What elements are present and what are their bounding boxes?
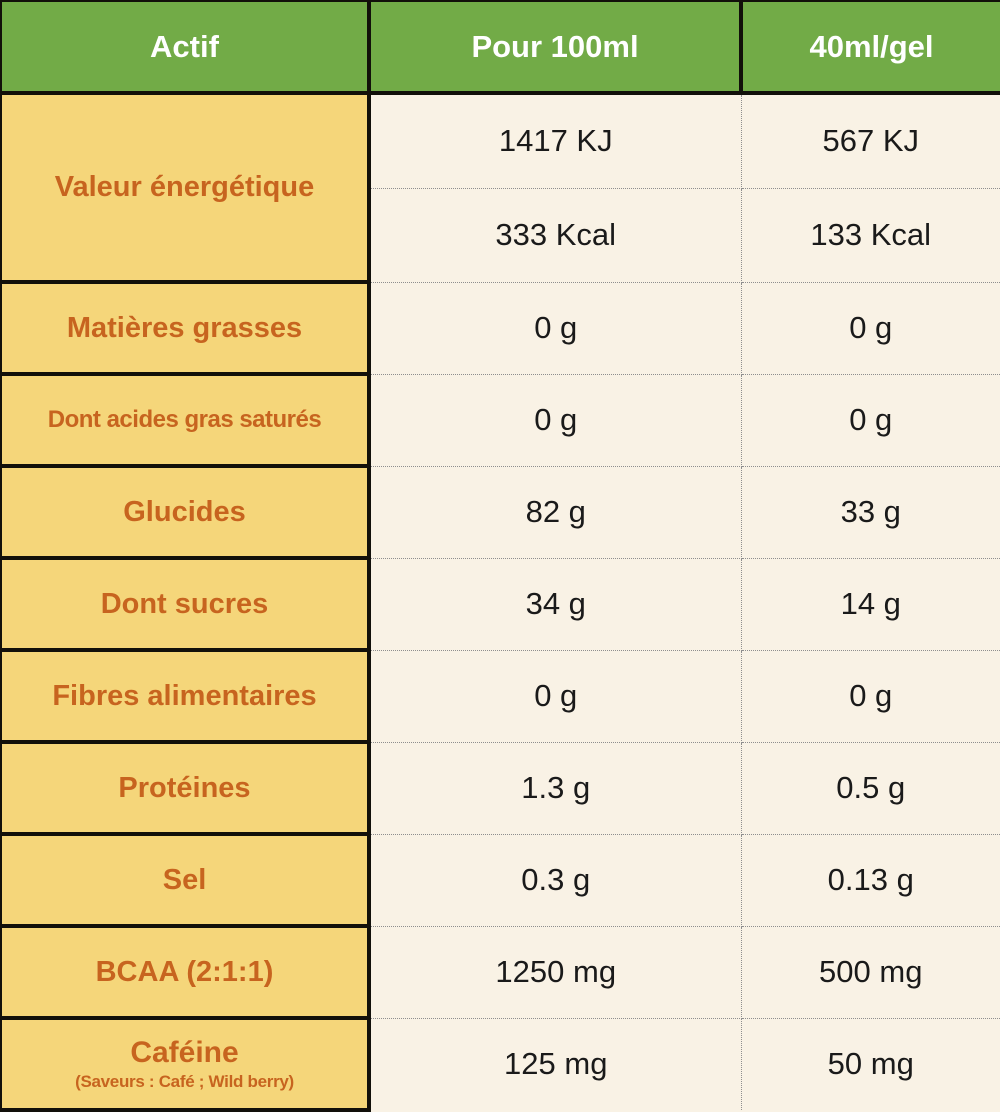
row-label-valeur-energetique: Valeur énergétique [1,93,369,282]
value-dont-sucres-gel: 14 g [741,558,1000,650]
row-fibres [1,650,1000,742]
value-cafeine-100ml: 125 mg [369,1018,741,1110]
value-acides-gras-100ml: 0 g [369,374,741,466]
header-row [1,1,1000,93]
header-40ml-gel: 40ml/gel [741,1,1000,93]
row-label-glucides: Glucides [1,466,369,558]
value-energie-kcal-gel: 133 Kcal [741,188,1000,282]
row-label-bcaa: BCAA (2:1:1) [1,926,369,1018]
row-sel [1,834,1000,926]
cafeine-title: Caféine [130,1036,239,1069]
value-proteines-100ml: 1.3 g [369,742,741,834]
value-sel-100ml: 0.3 g [369,834,741,926]
value-matieres-grasses-100ml: 0 g [369,282,741,374]
row-label-proteines: Protéines [1,742,369,834]
row-dont-sucres [1,558,1000,650]
row-label-fibres: Fibres alimentaires [1,650,369,742]
row-label-acides-gras-satures: Dont acides gras saturés [1,374,369,466]
header-pour-100ml: Pour 100ml [369,1,741,93]
value-proteines-gel: 0.5 g [741,742,1000,834]
value-glucides-100ml: 82 g [369,466,741,558]
value-matieres-grasses-gel: 0 g [741,282,1000,374]
row-proteines [1,742,1000,834]
value-bcaa-100ml: 1250 mg [369,926,741,1018]
row-cafeine [1,1018,1000,1110]
row-label-cafeine [1,1018,369,1110]
value-energie-kj-100ml: 1417 KJ [369,93,741,188]
value-energie-kj-gel: 567 KJ [741,93,1000,188]
value-bcaa-gel: 500 mg [741,926,1000,1018]
value-glucides-gel: 33 g [741,466,1000,558]
value-fibres-100ml: 0 g [369,650,741,742]
row-label-dont-sucres: Dont sucres [1,558,369,650]
row-label-matieres-grasses: Matières grasses [1,282,369,374]
row-bcaa [1,926,1000,1018]
row-energie-kj [1,93,1000,188]
value-energie-kcal-100ml: 333 Kcal [369,188,741,282]
value-acides-gras-gel: 0 g [741,374,1000,466]
cafeine-saveurs-note: (Saveurs : Café ; Wild berry) [75,1072,294,1091]
value-cafeine-gel: 50 mg [741,1018,1000,1110]
header-actif: Actif [1,1,369,93]
row-acides-gras-satures [1,374,1000,466]
row-glucides [1,466,1000,558]
row-label-sel: Sel [1,834,369,926]
value-fibres-gel: 0 g [741,650,1000,742]
value-dont-sucres-100ml: 34 g [369,558,741,650]
value-sel-gel: 0.13 g [741,834,1000,926]
row-matieres-grasses [1,282,1000,374]
